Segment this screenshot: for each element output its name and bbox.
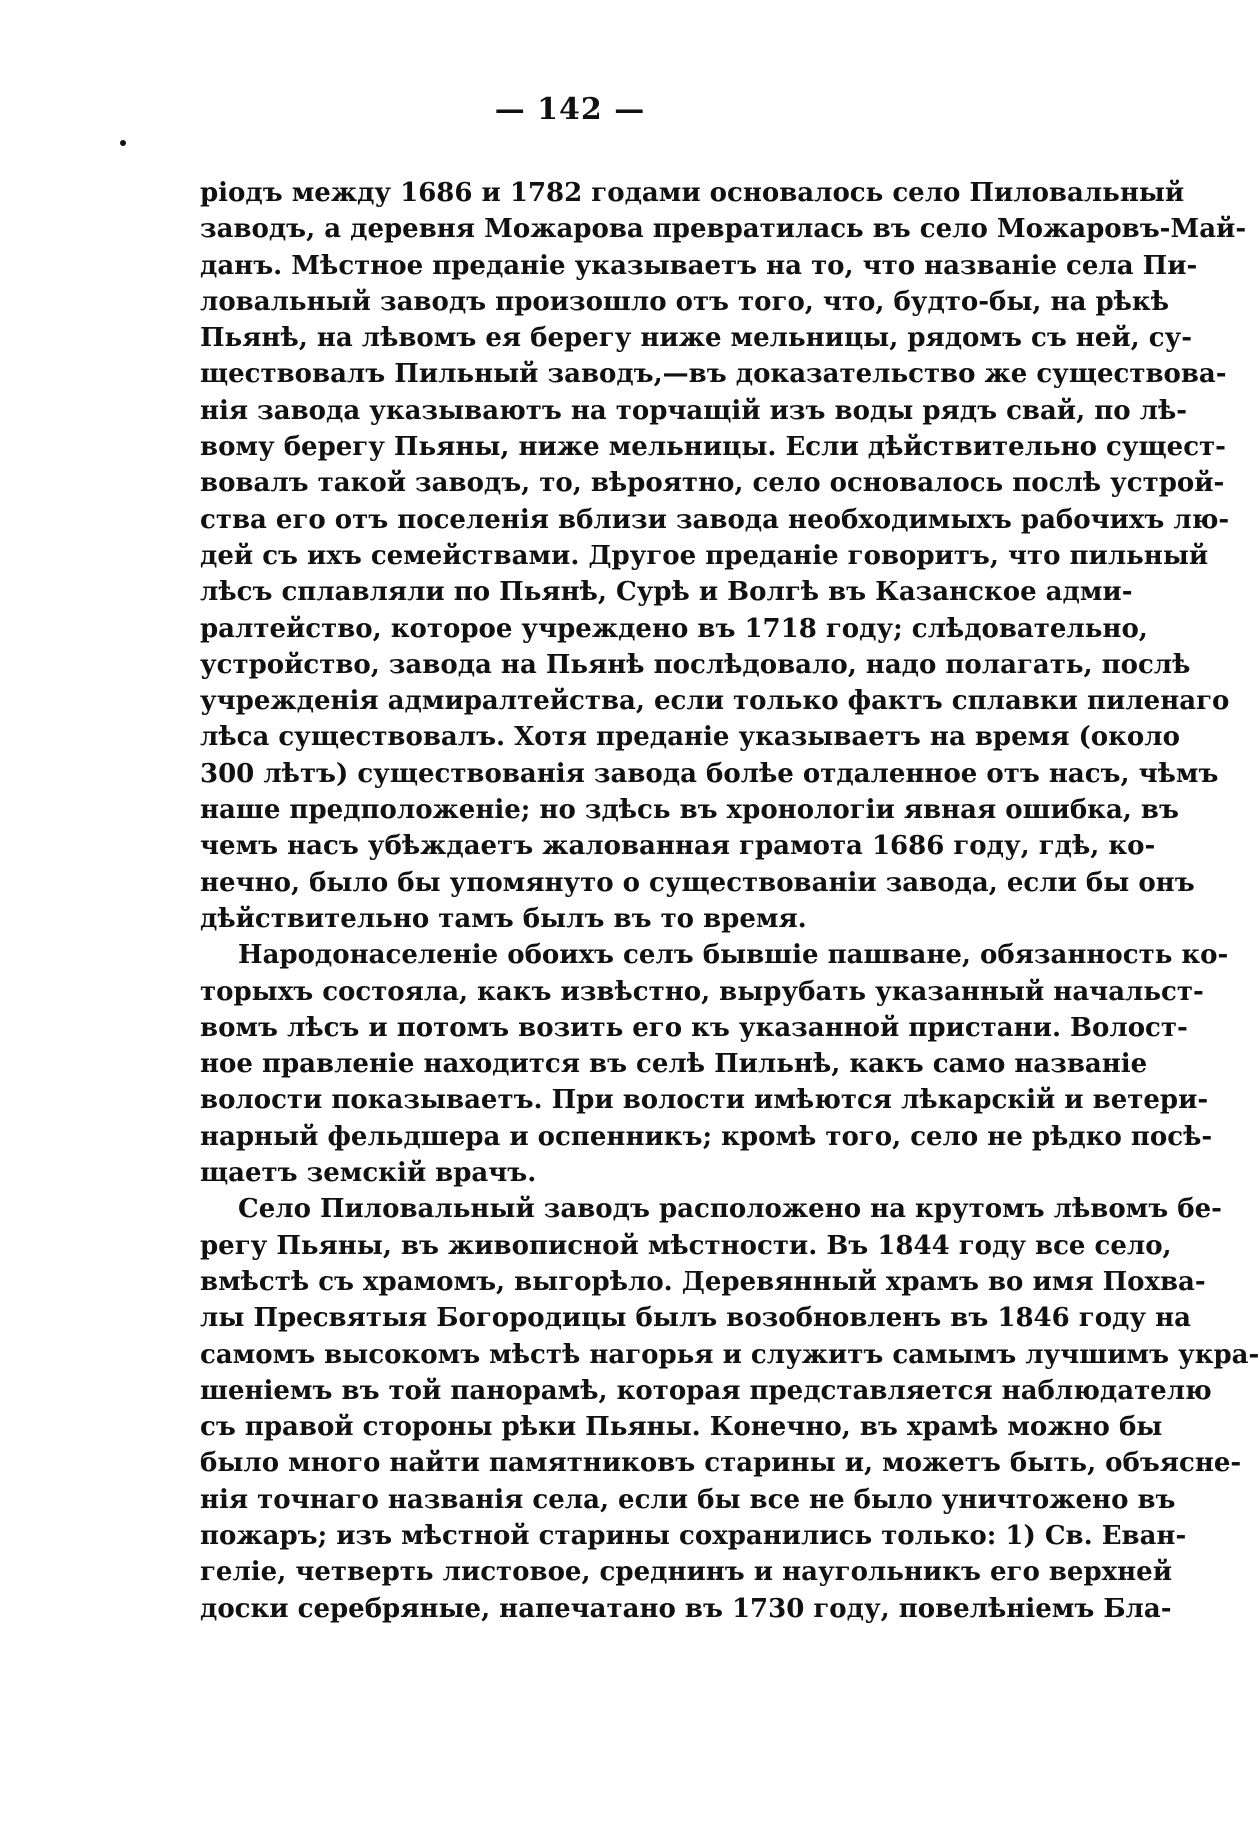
text-line: вовалъ такой заводъ, то, вѣроятно, село основалось послѣ устрой- <box>200 468 1225 499</box>
text-line: Село Пиловальный заводъ расположено на крутомъ лѣвомъ бе- <box>238 1194 1222 1225</box>
text-line: 300 лѣтъ) существованія завода болѣе отдаленное отъ насъ, чѣмъ <box>200 758 1219 789</box>
text-line: геліе, четверть листовое, среднинъ и наугольникъ его верхней <box>200 1557 1172 1588</box>
text-line: нія завода указываютъ на торчащій изъ воды рядъ свай, по лѣ- <box>200 395 1188 426</box>
text-line: вому берегу Пьяны, ниже мельницы. Если дѣйствительно сущест- <box>200 432 1226 463</box>
text-line: самомъ высокомъ мѣстѣ нагорья и служитъ самымъ лучшимъ укра- <box>200 1339 1259 1370</box>
text-line: ралтейство, которое учреждено въ 1718 году; слѣдовательно, <box>200 613 1148 644</box>
text-line: Пьянѣ, на лѣвомъ ея берегу ниже мельницы, рядомъ съ ней, су- <box>200 323 1193 354</box>
text-line: ства его отъ поселенія вблизи завода необходимыхъ рабочихъ лю- <box>200 504 1230 535</box>
margin-dot <box>120 140 126 146</box>
text-line: щаетъ земскій врачъ. <box>200 1158 537 1189</box>
text-line: заводъ, а деревня Можарова превратилась въ село Можаровъ-Май- <box>200 214 1247 245</box>
text-line: Народонаселеніе обоихъ селъ бывшіе пашване, обязанность ко- <box>238 940 1229 971</box>
text-line: доски серебряные, напечатано въ 1730 году, повелѣніемъ Бла- <box>200 1593 1172 1624</box>
text-line: нечно, было бы упомянуто о существованіи завода, если бы онъ <box>200 867 1195 898</box>
text-line: ловальный заводъ произошло отъ того, что, будто-бы, на рѣкѣ <box>200 286 1169 317</box>
text-line: дей съ ихъ семействами. Другое преданіе говоритъ, что пильный <box>200 540 1209 571</box>
text-line: вомъ лѣсъ и потомъ возить его къ указанной пристани. Волост- <box>200 1012 1188 1043</box>
text-line: дѣйствительно тамъ былъ въ то время. <box>200 903 807 934</box>
text-line: наше предположеніе; но здѣсь въ хронологіи явная ошибка, въ <box>200 795 1179 826</box>
text-line: нарный фельдшера и оспенникъ; кромѣ того, село не рѣдко посѣ- <box>200 1121 1213 1152</box>
text-line: нія точнаго названія села, если бы все не было уничтожено въ <box>200 1484 1176 1515</box>
text-line: съ правой стороны рѣки Пьяны. Конечно, въ храмѣ можно бы <box>200 1412 1163 1443</box>
text-line: пожаръ; изъ мѣстной старины сохранились только: 1) Св. Еван- <box>200 1520 1187 1551</box>
text-line: регу Пьяны, въ живописной мѣстности. Въ 1844 году все село, <box>200 1230 1172 1261</box>
text-line: устройство, завода на Пьянѣ послѣдовало, надо полагать, послѣ <box>200 649 1191 680</box>
page-number: — 142 — <box>494 92 646 127</box>
text-line: ществовалъ Пильный заводъ,—въ доказательство же существова- <box>200 359 1227 390</box>
body-text <box>200 175 1259 1627</box>
text-line: лѣса существовалъ. Хотя преданіе указываетъ на время (около <box>200 722 1180 753</box>
text-line: вмѣстѣ съ храмомъ, выгорѣло. Деревянный храмъ во имя Похва- <box>200 1266 1206 1297</box>
text-line: чемъ насъ убѣждаетъ жалованная грамота 1686 году, гдѣ, ко- <box>200 831 1156 862</box>
text-line: торыхъ состояла, какъ извѣстно, вырубать указанный начальст- <box>200 976 1204 1007</box>
text-line: было много найти памятниковъ старины и, можетъ быть, объясне- <box>200 1448 1242 1479</box>
text-line: ное правленіе находится въ селѣ Пильнѣ, какъ само названіе <box>200 1049 1148 1080</box>
text-line: лы Пресвятыя Богородицы былъ возобновленъ въ 1846 году на <box>200 1303 1191 1334</box>
text-line: данъ. Мѣстное преданіе указываетъ на то, что названіе села Пи- <box>200 250 1198 281</box>
text-line: лѣсъ сплавляли по Пьянѣ, Сурѣ и Волгѣ въ Казанское адми- <box>200 577 1133 608</box>
text-line: ріодъ между 1686 и 1782 годами основалось село Пиловальный <box>200 178 1185 208</box>
text-line: шеніемъ въ той панорамѣ, которая представляется наблюдателю <box>200 1375 1212 1406</box>
text-line: учрежденія адмиралтейства, если только фактъ сплавки пиленаго <box>200 686 1230 717</box>
text-line: волости показываетъ. При волости имѣются лѣкарскій и ветери- <box>200 1085 1209 1116</box>
